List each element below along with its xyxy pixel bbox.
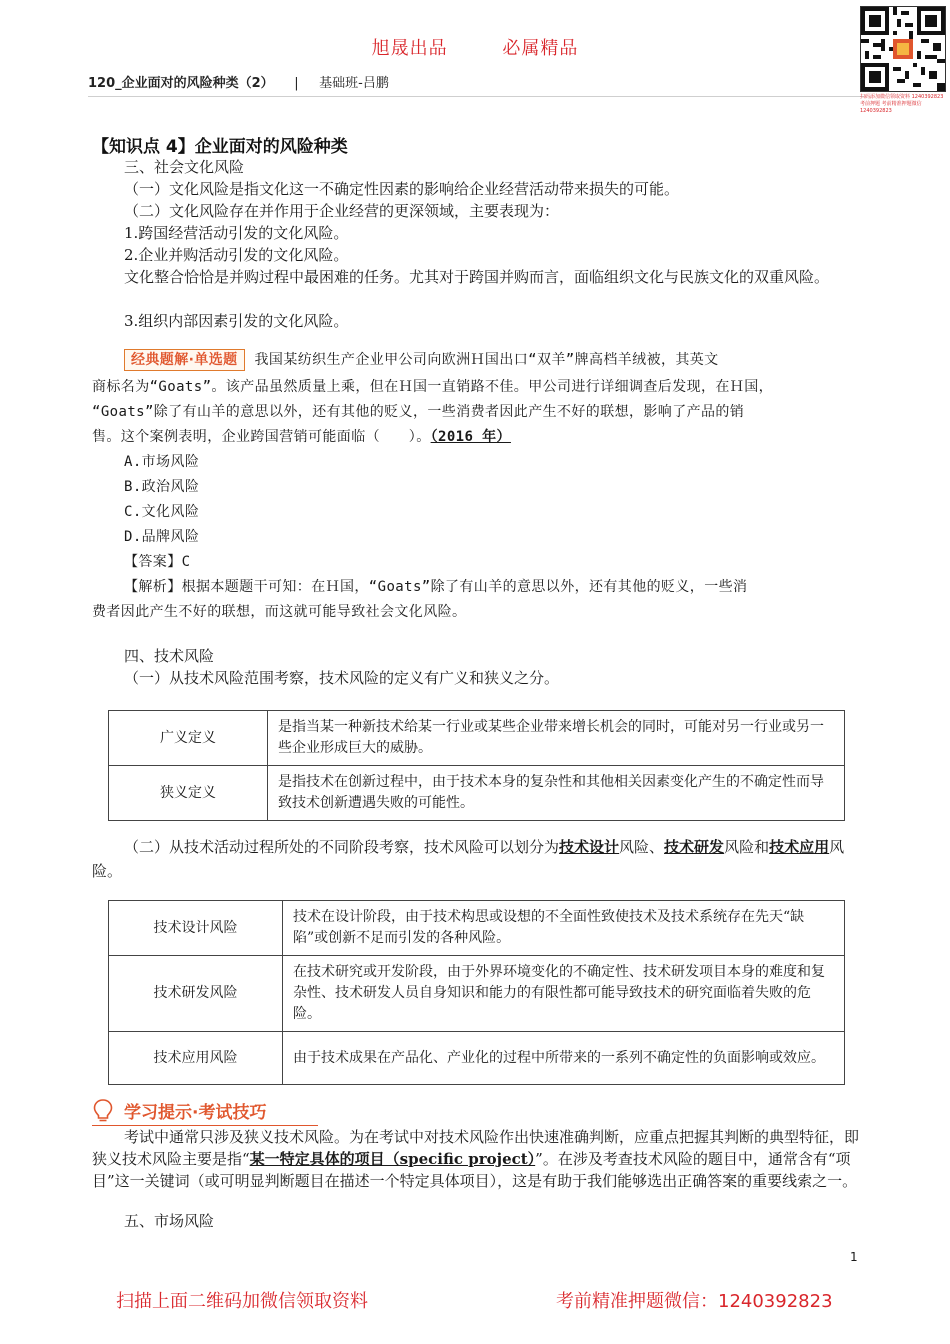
- section3-heading: 三、社会文化风险: [124, 158, 245, 176]
- page-header: [88, 72, 389, 91]
- table-row: [109, 711, 845, 766]
- table-row: [109, 901, 845, 956]
- footer-left-text: 扫描上面二维码加微信领取资料: [116, 1291, 368, 1312]
- option-d: D.品牌风险: [124, 529, 200, 545]
- definition-label: 广义定义: [109, 711, 268, 766]
- tech-stage-table: [108, 900, 845, 1085]
- section5-heading: 五、市场风险: [124, 1212, 215, 1230]
- keyword-tech-rd: 技术研发: [664, 838, 725, 856]
- banner-left: 旭晟出品: [371, 38, 448, 59]
- answer: 【答案】C: [124, 554, 191, 570]
- definition-label: 狭义定义: [109, 766, 268, 821]
- option-b: B.政治风险: [124, 479, 200, 495]
- section3-p1: （一）文化风险是指文化这一不确定性因素的影响给企业经营活动带来损失的可能。: [124, 180, 680, 198]
- option-c: C.文化风险: [124, 504, 200, 520]
- section3-item3: 3.组织内部因素引发的文化风险。: [124, 312, 349, 330]
- question-line-1: [124, 348, 719, 373]
- table-row: [109, 956, 845, 1032]
- qr-code-image: [860, 6, 946, 92]
- stage-label: 技术应用风险: [109, 1032, 283, 1085]
- top-banner: [0, 34, 950, 60]
- question-stem-4-text: 售。这个案例表明，企业跨国营销可能面临（ ）。: [92, 429, 431, 445]
- analysis-line-1: 【解析】根据本题题干可知：在Ｈ国，“Goats”除了有山羊的意思以外，还有其他的贬义，一些消: [124, 579, 748, 595]
- section4-p2: [92, 835, 862, 883]
- qr-caption: 扫码添加微信领取资料 1240392823 考前押题 考前精准押题微信 1240392823: [860, 94, 944, 114]
- question-stem-4: [92, 425, 511, 450]
- section4-p2-c: 风险和: [724, 838, 770, 856]
- section4-p1: （一）从技术风险范围考察，技术风险的定义有广义和狭义之分。: [124, 669, 560, 687]
- table-row: [109, 766, 845, 821]
- tip-text-a: 考试中通常只涉及狭义技术风险。为在考试中对技术风险作出快速准确判断，应重点把握其判断的典型特征，即狭义技术风险主要是指“: [92, 1128, 860, 1168]
- keyword-tech-application: 技术应用: [769, 838, 830, 856]
- header-divider: [88, 96, 864, 97]
- question-year: （2016 年）: [430, 429, 511, 445]
- definition-text: 是指当某一种新技术给某一行业或某些企业带来增长机会的同时，可能对另一行业或另一些企业形成巨大的威胁。: [268, 711, 845, 766]
- section4-heading: 四、技术风险: [124, 647, 215, 665]
- stage-label: 技术研发风险: [109, 956, 283, 1032]
- section3-p2: （二）文化风险存在并作用于企业经营的更深领域，主要表现为：: [124, 202, 560, 220]
- question-badge: 经典题解·单选题: [124, 349, 245, 371]
- definition-table: [108, 710, 845, 821]
- stage-text: 技术在设计阶段，由于技术构思或设想的不全面性致使技术及技术系统存在先天“缺陷”或创新不足而引发的各种风险。: [283, 901, 845, 956]
- stage-text: 在技术研究或开发阶段，由于外界环境变化的不确定性、技术研发项目本身的难度和复杂性、技术研发人员自身知识和能力的有限性都可能导致技术的研究面临着失败的危险。: [283, 956, 845, 1032]
- analysis-line-2: 费者因此产生不好的联想，而这就可能导致社会文化风险。: [92, 604, 467, 620]
- banner-right: 必属精品: [502, 38, 579, 59]
- page-number: 1: [850, 1250, 858, 1264]
- tip-text: [92, 1126, 862, 1192]
- question-stem-3: “Goats”除了有山羊的意思以外，还有其他的贬义，一些消费者因此产生不好的联想，影响了产品的销: [92, 404, 745, 420]
- tip-heading: 学习提示·考试技巧: [124, 1103, 267, 1123]
- question-stem-2: 商标名为“Goats”。该产品虽然质量上乘，但在Ｈ国一直销路不佳。甲公司进行详细调查后发现，在Ｈ国，: [92, 379, 773, 395]
- keyword-tech-design: 技术设计: [559, 838, 620, 856]
- section3-item2: 2.企业并购活动引发的文化风险。: [124, 246, 349, 264]
- knowledge-point-title: 【知识点 4】企业面对的风险种类: [92, 137, 348, 157]
- definition-text: 是指技术在创新过程中，由于技术本身的复杂性和其他相关因素变化产生的不确定性而导致技术创新遭遇失败的可能性。: [268, 766, 845, 821]
- lightbulb-icon: [92, 1098, 114, 1124]
- section4-p2-b: 风险、: [619, 838, 665, 856]
- section3-item1: 1.跨国经营活动引发的文化风险。: [124, 224, 349, 242]
- stage-label: 技术设计风险: [109, 901, 283, 956]
- section3-p3: 文化整合恰恰是并购过程中最困难的任务。尤其对于跨国并购而言，面临组织文化与民族文化的双重风险。: [124, 268, 830, 286]
- tip-keyword: 某一特定具体的项目（specific project）: [249, 1150, 536, 1168]
- question-stem-1: 我国某纺织生产企业甲公司向欧洲Ｈ国出口“双羊”牌高档羊绒被，其英文: [254, 352, 719, 368]
- option-a: A.市场风险: [124, 454, 200, 470]
- lecture-title: 120_企业面对的风险种类（2）: [88, 76, 274, 91]
- section4-p2-d: 风险。: [92, 838, 845, 880]
- section4-p2-a: （二）从技术活动过程所处的不同阶段考察，技术风险可以划分为: [124, 838, 560, 856]
- tip-text-b: ”。在涉及考查技术风险的题目中，通常含有“项目”这一关键词（或可明显判断题目在描述一个特定具体项目），这是有助于我们能够选出正确答案的重要线索之一。: [92, 1150, 858, 1190]
- course-name: 基础班-吕鹏: [319, 76, 389, 91]
- stage-text: 由于技术成果在产品化、产业化的过程中所带来的一系列不确定性的负面影响或效应。: [283, 1032, 845, 1085]
- footer-right-text: 考前精准押题微信：1240392823: [556, 1291, 833, 1312]
- table-row: [109, 1032, 845, 1085]
- header-separator: |: [294, 76, 299, 91]
